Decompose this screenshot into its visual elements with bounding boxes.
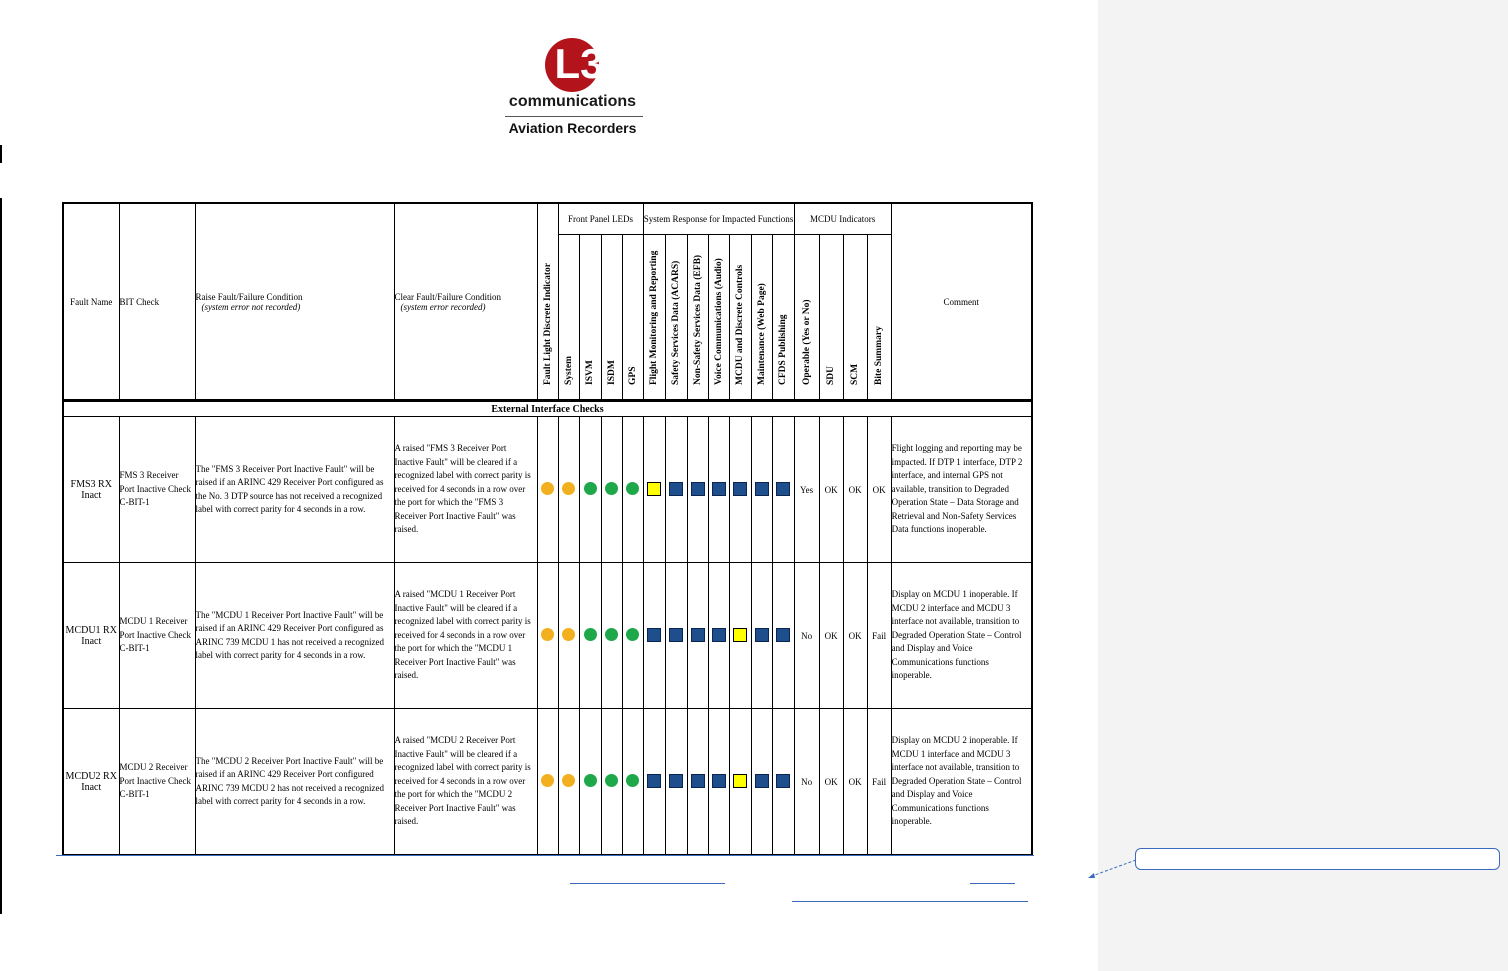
green-led-icon bbox=[584, 482, 597, 495]
green-led-icon bbox=[584, 628, 597, 641]
fault-table bbox=[62, 202, 1033, 856]
comment-text: Display on MCDU 1 inoperable. If MCDU 2 interface and MCDU 3 interface not available, transition to Degraded Operation State – Control and Display and Voice Communications functions inoperable. bbox=[891, 563, 1032, 709]
sdu-value: OK bbox=[819, 563, 843, 709]
col-response-non-safety-services: Non-Safety Services Data (EFB) bbox=[687, 235, 708, 401]
response-cell bbox=[665, 563, 687, 709]
col-led-isvm: ISVM bbox=[579, 235, 601, 401]
response-cell bbox=[772, 563, 794, 709]
led-isvm-cell bbox=[579, 709, 601, 856]
led-isdm-cell bbox=[601, 563, 622, 709]
green-led-icon bbox=[605, 482, 618, 495]
col-led-system: System bbox=[558, 235, 579, 401]
table-row bbox=[63, 709, 1032, 856]
operable-square-icon bbox=[733, 482, 747, 496]
operable-value: Yes bbox=[794, 417, 819, 563]
group-front-panel-leds: Front Panel LEDs bbox=[558, 203, 643, 235]
footer-link[interactable] bbox=[792, 901, 1028, 902]
scm-value: OK bbox=[843, 417, 867, 563]
operable-square-icon bbox=[712, 482, 726, 496]
bite-value: Fail bbox=[867, 563, 891, 709]
col-response-flight-monitoring: Flight Monitoring and Reporting bbox=[643, 235, 665, 401]
col-raise-condition: Raise Fault/Failure Condition (system error not recorded) bbox=[195, 203, 394, 401]
operable-square-icon bbox=[776, 482, 790, 496]
degraded-square-icon bbox=[733, 774, 747, 788]
group-system-response: System Response for Impacted Functions bbox=[643, 203, 794, 235]
operable-square-icon bbox=[755, 482, 769, 496]
led-isvm-cell bbox=[579, 563, 601, 709]
operable-square-icon bbox=[647, 628, 661, 642]
operable-value: No bbox=[794, 709, 819, 856]
change-bar bbox=[0, 145, 2, 163]
response-cell bbox=[751, 709, 772, 856]
response-cell bbox=[665, 417, 687, 563]
operable-square-icon bbox=[755, 628, 769, 642]
bit-check: FMS 3 Receiver Port Inactive Check C-BIT-1 bbox=[119, 417, 195, 563]
col-response-voice: Voice Communications (Audio) bbox=[708, 235, 729, 401]
response-cell bbox=[772, 709, 794, 856]
operable-square-icon bbox=[712, 774, 726, 788]
col-response-safety-services: Safety Services Data (ACARS) bbox=[665, 235, 687, 401]
led-isdm-cell bbox=[601, 417, 622, 563]
fault-light-cell bbox=[537, 563, 558, 709]
col-clear-condition: Clear Fault/Failure Condition (system error recorded) bbox=[394, 203, 537, 401]
response-cell bbox=[729, 563, 751, 709]
amber-led-icon bbox=[541, 774, 554, 787]
table-row bbox=[63, 563, 1032, 709]
sdu-value: OK bbox=[819, 417, 843, 563]
company-logo bbox=[485, 30, 660, 142]
sdu-value: OK bbox=[819, 709, 843, 856]
clear-condition: A raised "MCDU 2 Receiver Port Inactive Fault" will be cleared if a recognized label with correct parity is received for 4 seconds in a row over the port for which the "MCDU 2 Receiver Port Inactive Fault" was raised. bbox=[394, 709, 537, 856]
comment-margin-pane bbox=[1098, 0, 1508, 971]
response-cell bbox=[729, 417, 751, 563]
col-response-maintenance: Maintenance (Web Page) bbox=[751, 235, 772, 401]
response-cell bbox=[643, 417, 665, 563]
operable-square-icon bbox=[669, 774, 683, 788]
green-led-icon bbox=[626, 628, 639, 641]
led-gps-cell bbox=[622, 709, 643, 856]
col-response-cfds: CFDS Publishing bbox=[772, 235, 794, 401]
group-mcdu-indicators: MCDU Indicators bbox=[794, 203, 891, 235]
operable-square-icon bbox=[691, 774, 705, 788]
response-cell bbox=[643, 709, 665, 856]
amber-led-icon bbox=[541, 628, 554, 641]
clear-condition: A raised "FMS 3 Receiver Port Inactive Fault" will be cleared if a recognized label with correct parity is received for 4 seconds in a row over the port for which the "FMS 3 Receiver Port Inactive Fault" was raised. bbox=[394, 417, 537, 563]
col-bit-check: BIT Check bbox=[119, 203, 195, 401]
logo-mark: L3 bbox=[554, 40, 604, 87]
fault-name: MCDU2 RX Inact bbox=[63, 709, 119, 856]
response-cell bbox=[708, 709, 729, 856]
response-cell bbox=[687, 709, 708, 856]
degraded-square-icon bbox=[647, 482, 661, 496]
operable-square-icon bbox=[669, 628, 683, 642]
col-mcdu-operable: Operable (Yes or No) bbox=[794, 235, 819, 401]
green-led-icon bbox=[626, 774, 639, 787]
col-mcdu-bite-summary: Bite Summary bbox=[867, 235, 891, 401]
footer-rule bbox=[56, 855, 1034, 856]
fault-name: MCDU1 RX Inact bbox=[63, 563, 119, 709]
response-cell bbox=[751, 563, 772, 709]
bite-value: OK bbox=[867, 417, 891, 563]
led-system-cell bbox=[558, 563, 579, 709]
col-mcdu-sdu: SDU bbox=[819, 235, 843, 401]
fault-light-cell bbox=[537, 417, 558, 563]
response-cell bbox=[687, 417, 708, 563]
comment-text: Display on MCDU 2 inoperable. If MCDU 1 interface and MCDU 3 interface not available, transition to Degraded Operation State – Control and Display and Voice Communications functions inoperable. bbox=[891, 709, 1032, 856]
led-gps-cell bbox=[622, 563, 643, 709]
response-cell bbox=[687, 563, 708, 709]
comment-balloon[interactable] bbox=[1135, 848, 1500, 870]
logo-divider bbox=[505, 116, 643, 117]
raise-condition: The "FMS 3 Receiver Port Inactive Fault" will be raised if an ARINC 429 Receiver Port configured as the No. 3 DTP source has not received a recognized label with correct parity for 4 seconds in a row. bbox=[195, 417, 394, 563]
col-fault-name: Fault Name bbox=[63, 203, 119, 401]
footer-link[interactable] bbox=[570, 883, 725, 884]
operable-square-icon bbox=[691, 482, 705, 496]
fault-light-cell bbox=[537, 709, 558, 856]
response-cell bbox=[665, 709, 687, 856]
degraded-square-icon bbox=[733, 628, 747, 642]
clear-condition: A raised "MCDU 1 Receiver Port Inactive Fault" will be cleared if a recognized label with correct parity is received for 4 seconds in a row over the port for which the "MCDU 1 Receiver Port Inactive Fault" was raised. bbox=[394, 563, 537, 709]
scm-value: OK bbox=[843, 563, 867, 709]
bit-check: MCDU 2 Receiver Port Inactive Check C-BIT-1 bbox=[119, 709, 195, 856]
comment-connector-icon bbox=[1086, 858, 1138, 880]
operable-value: No bbox=[794, 563, 819, 709]
green-led-icon bbox=[584, 774, 597, 787]
response-cell bbox=[772, 417, 794, 563]
led-gps-cell bbox=[622, 417, 643, 563]
section-title: External Interface Checks bbox=[63, 401, 1032, 417]
amber-led-icon bbox=[541, 482, 554, 495]
response-cell bbox=[729, 709, 751, 856]
col-fault-light: Fault Light Discrete Indicator bbox=[537, 203, 558, 401]
col-response-mcdu-controls: MCDU and Discrete Controls bbox=[729, 235, 751, 401]
fault-name: FMS3 RX Inact bbox=[63, 417, 119, 563]
response-cell bbox=[643, 563, 665, 709]
green-led-icon bbox=[626, 482, 639, 495]
operable-square-icon bbox=[755, 774, 769, 788]
amber-led-icon bbox=[562, 774, 575, 787]
col-mcdu-scm: SCM bbox=[843, 235, 867, 401]
raise-condition: The "MCDU 2 Receiver Port Inactive Fault" will be raised if an ARINC 429 Receiver Port configured ARINC 739 MCDU 2 has not received a recognized label with correct parity for 4 seconds in a row. bbox=[195, 709, 394, 856]
col-led-gps: GPS bbox=[622, 235, 643, 401]
led-system-cell bbox=[558, 709, 579, 856]
led-isdm-cell bbox=[601, 709, 622, 856]
amber-led-icon bbox=[562, 482, 575, 495]
change-bar bbox=[0, 198, 2, 914]
table-row bbox=[63, 417, 1032, 563]
scm-value: OK bbox=[843, 709, 867, 856]
response-cell bbox=[708, 417, 729, 563]
logo-company-name: communications bbox=[508, 93, 637, 110]
comment-text: Flight logging and reporting may be impacted. If DTP 1 interface, DTP 2 interface, and internal GPS not available, transition to Degraded Operation State – Data Storage and Retrieval and Non-Safety Services Data functions inoperable. bbox=[891, 417, 1032, 563]
amber-led-icon bbox=[562, 628, 575, 641]
operable-square-icon bbox=[691, 628, 705, 642]
footer-link[interactable] bbox=[970, 883, 1015, 884]
green-led-icon bbox=[605, 774, 618, 787]
led-isvm-cell bbox=[579, 417, 601, 563]
col-led-isdm: ISDM bbox=[601, 235, 622, 401]
bit-check: MCDU 1 Receiver Port Inactive Check C-BIT-1 bbox=[119, 563, 195, 709]
logo-division: Aviation Recorders bbox=[508, 120, 637, 136]
operable-square-icon bbox=[776, 774, 790, 788]
operable-square-icon bbox=[712, 628, 726, 642]
operable-square-icon bbox=[776, 628, 790, 642]
col-comment: Comment bbox=[891, 203, 1032, 401]
bite-value: Fail bbox=[867, 709, 891, 856]
green-led-icon bbox=[605, 628, 618, 641]
response-cell bbox=[751, 417, 772, 563]
response-cell bbox=[708, 563, 729, 709]
raise-condition: The "MCDU 1 Receiver Port Inactive Fault" will be raised if an ARINC 429 Receiver Port configured as ARINC 739 MCDU 1 has not received a recognized label with correct parity for 4 seconds in a row. bbox=[195, 563, 394, 709]
operable-square-icon bbox=[647, 774, 661, 788]
led-system-cell bbox=[558, 417, 579, 563]
operable-square-icon bbox=[669, 482, 683, 496]
